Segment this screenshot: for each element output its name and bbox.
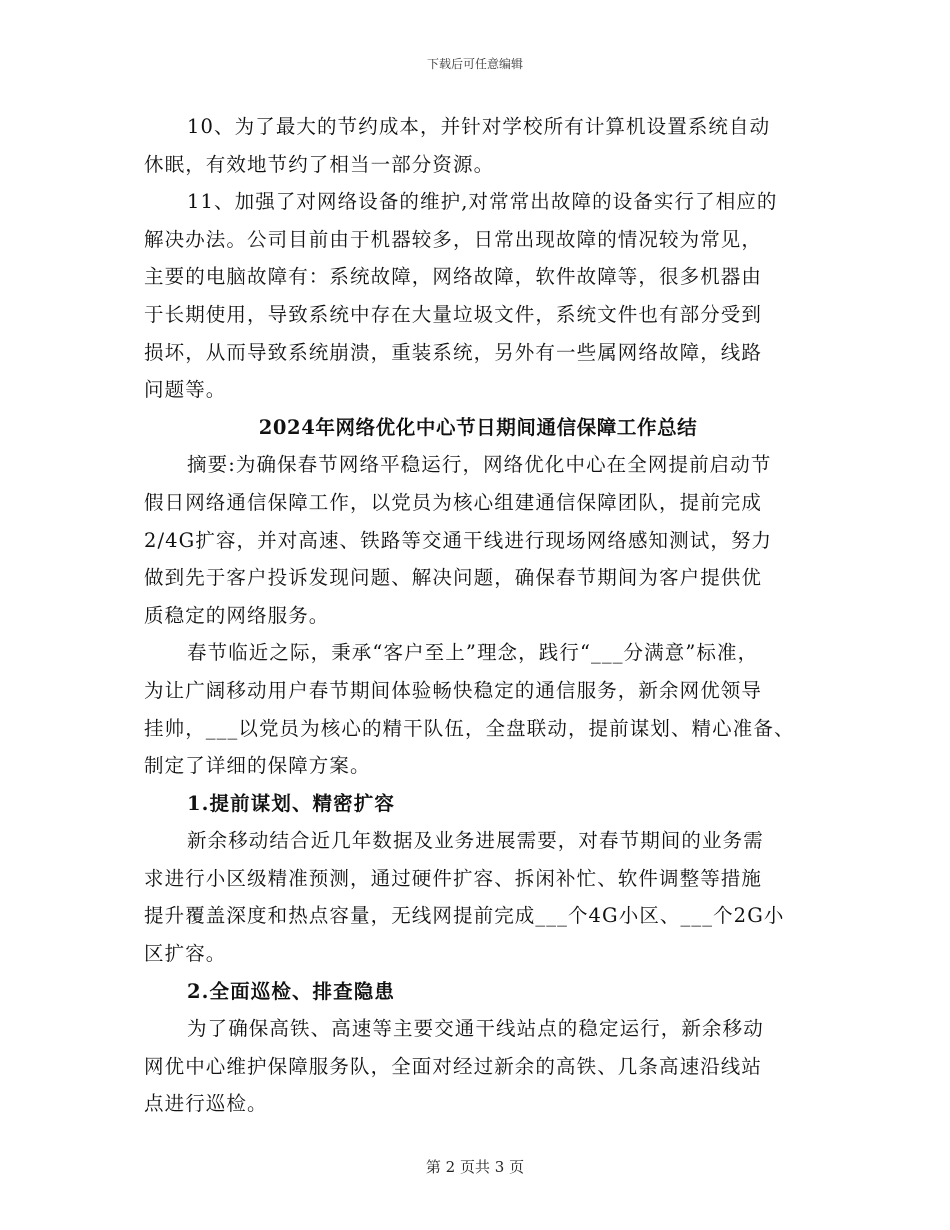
text-line: 制定了详细的保障方案。 <box>144 754 371 778</box>
text-line: 解决办法。公司目前由于机器较多，日常出现故障的情况较为常见， <box>144 227 763 251</box>
text-line: 网优中心维护保障服务队，全面对经过新余的高铁、几条高速沿线站 <box>144 1054 763 1078</box>
document-body <box>144 108 812 1123</box>
text-line: 于长期使用，导致系统中存在大量垃圾文件，系统文件也有部分受到 <box>144 302 763 326</box>
text-line: 做到先于客户投诉发现问题、解决问题，确保春节期间为客户提供优 <box>144 566 763 590</box>
text-line: 主要的电脑故障有：系统故障，网络故障，软件故障等，很多机器由 <box>144 265 763 289</box>
text-line: 挂帅，___以党员为核心的精干队伍，全盘联动，提前谋划、精心准备、 <box>144 716 795 740</box>
section-title: 2024年网络优化中心节日期间通信保障工作总结 <box>258 415 698 439</box>
text-line: 求进行小区级精准预测，通过硬件扩容、拆闲补忙、软件调整等措施 <box>144 866 763 890</box>
section-heading: 2.全面巡检、排查隐患 <box>187 979 395 1003</box>
section-heading: 1.提前谋划、精密扩容 <box>187 791 395 815</box>
page-header: 下载后可任意编辑 <box>426 57 523 71</box>
text-line: 提升覆盖深度和热点容量，无线网提前完成___个4G小区、___个2G小 <box>144 904 785 928</box>
text-line: 假日网络通信保障工作，以党员为核心组建通信保障团队，提前完成 <box>144 490 763 514</box>
text-line: 休眠，有效地节约了相当一部分资源。 <box>144 152 495 176</box>
text-line: 质稳定的网络服务。 <box>144 603 330 627</box>
text-line: 问题等。 <box>144 378 227 402</box>
text-line: 春节临近之际，秉承“客户至上”理念，践行“___分满意”标准， <box>187 641 759 665</box>
text-line: 区扩容。 <box>144 942 227 966</box>
text-line: 为了确保高铁、高速等主要交通干线站点的稳定运行，新余移动 <box>187 1017 764 1041</box>
text-line: 损坏，从而导致系统崩溃，重装系统，另外有一些属网络故障，线路 <box>144 340 763 364</box>
text-line: 2/4G扩容，并对高速、铁路等交通干线进行现场网络感知测试，努力 <box>144 528 773 552</box>
text-line: 为让广阔移动用户春节期间体验畅快稳定的通信服务，新余网优领导 <box>144 678 763 702</box>
text-line: 点进行巡检。 <box>144 1092 268 1116</box>
text-line: 摘要:为确保春节网络平稳运行，网络优化中心在全网提前启动节 <box>187 453 772 477</box>
text-line: 新余移动结合近几年数据及业务进展需要，对春节期间的业务需 <box>187 829 764 853</box>
page-footer: 第 2 页共 3 页 <box>425 1158 525 1176</box>
text-line: 11、加强了对网络设备的维护,对常常出故障的设备实行了相应的 <box>187 190 778 214</box>
text-line: 10、为了最大的节约成本，并针对学校所有计算机设置系统自动 <box>187 115 771 138</box>
